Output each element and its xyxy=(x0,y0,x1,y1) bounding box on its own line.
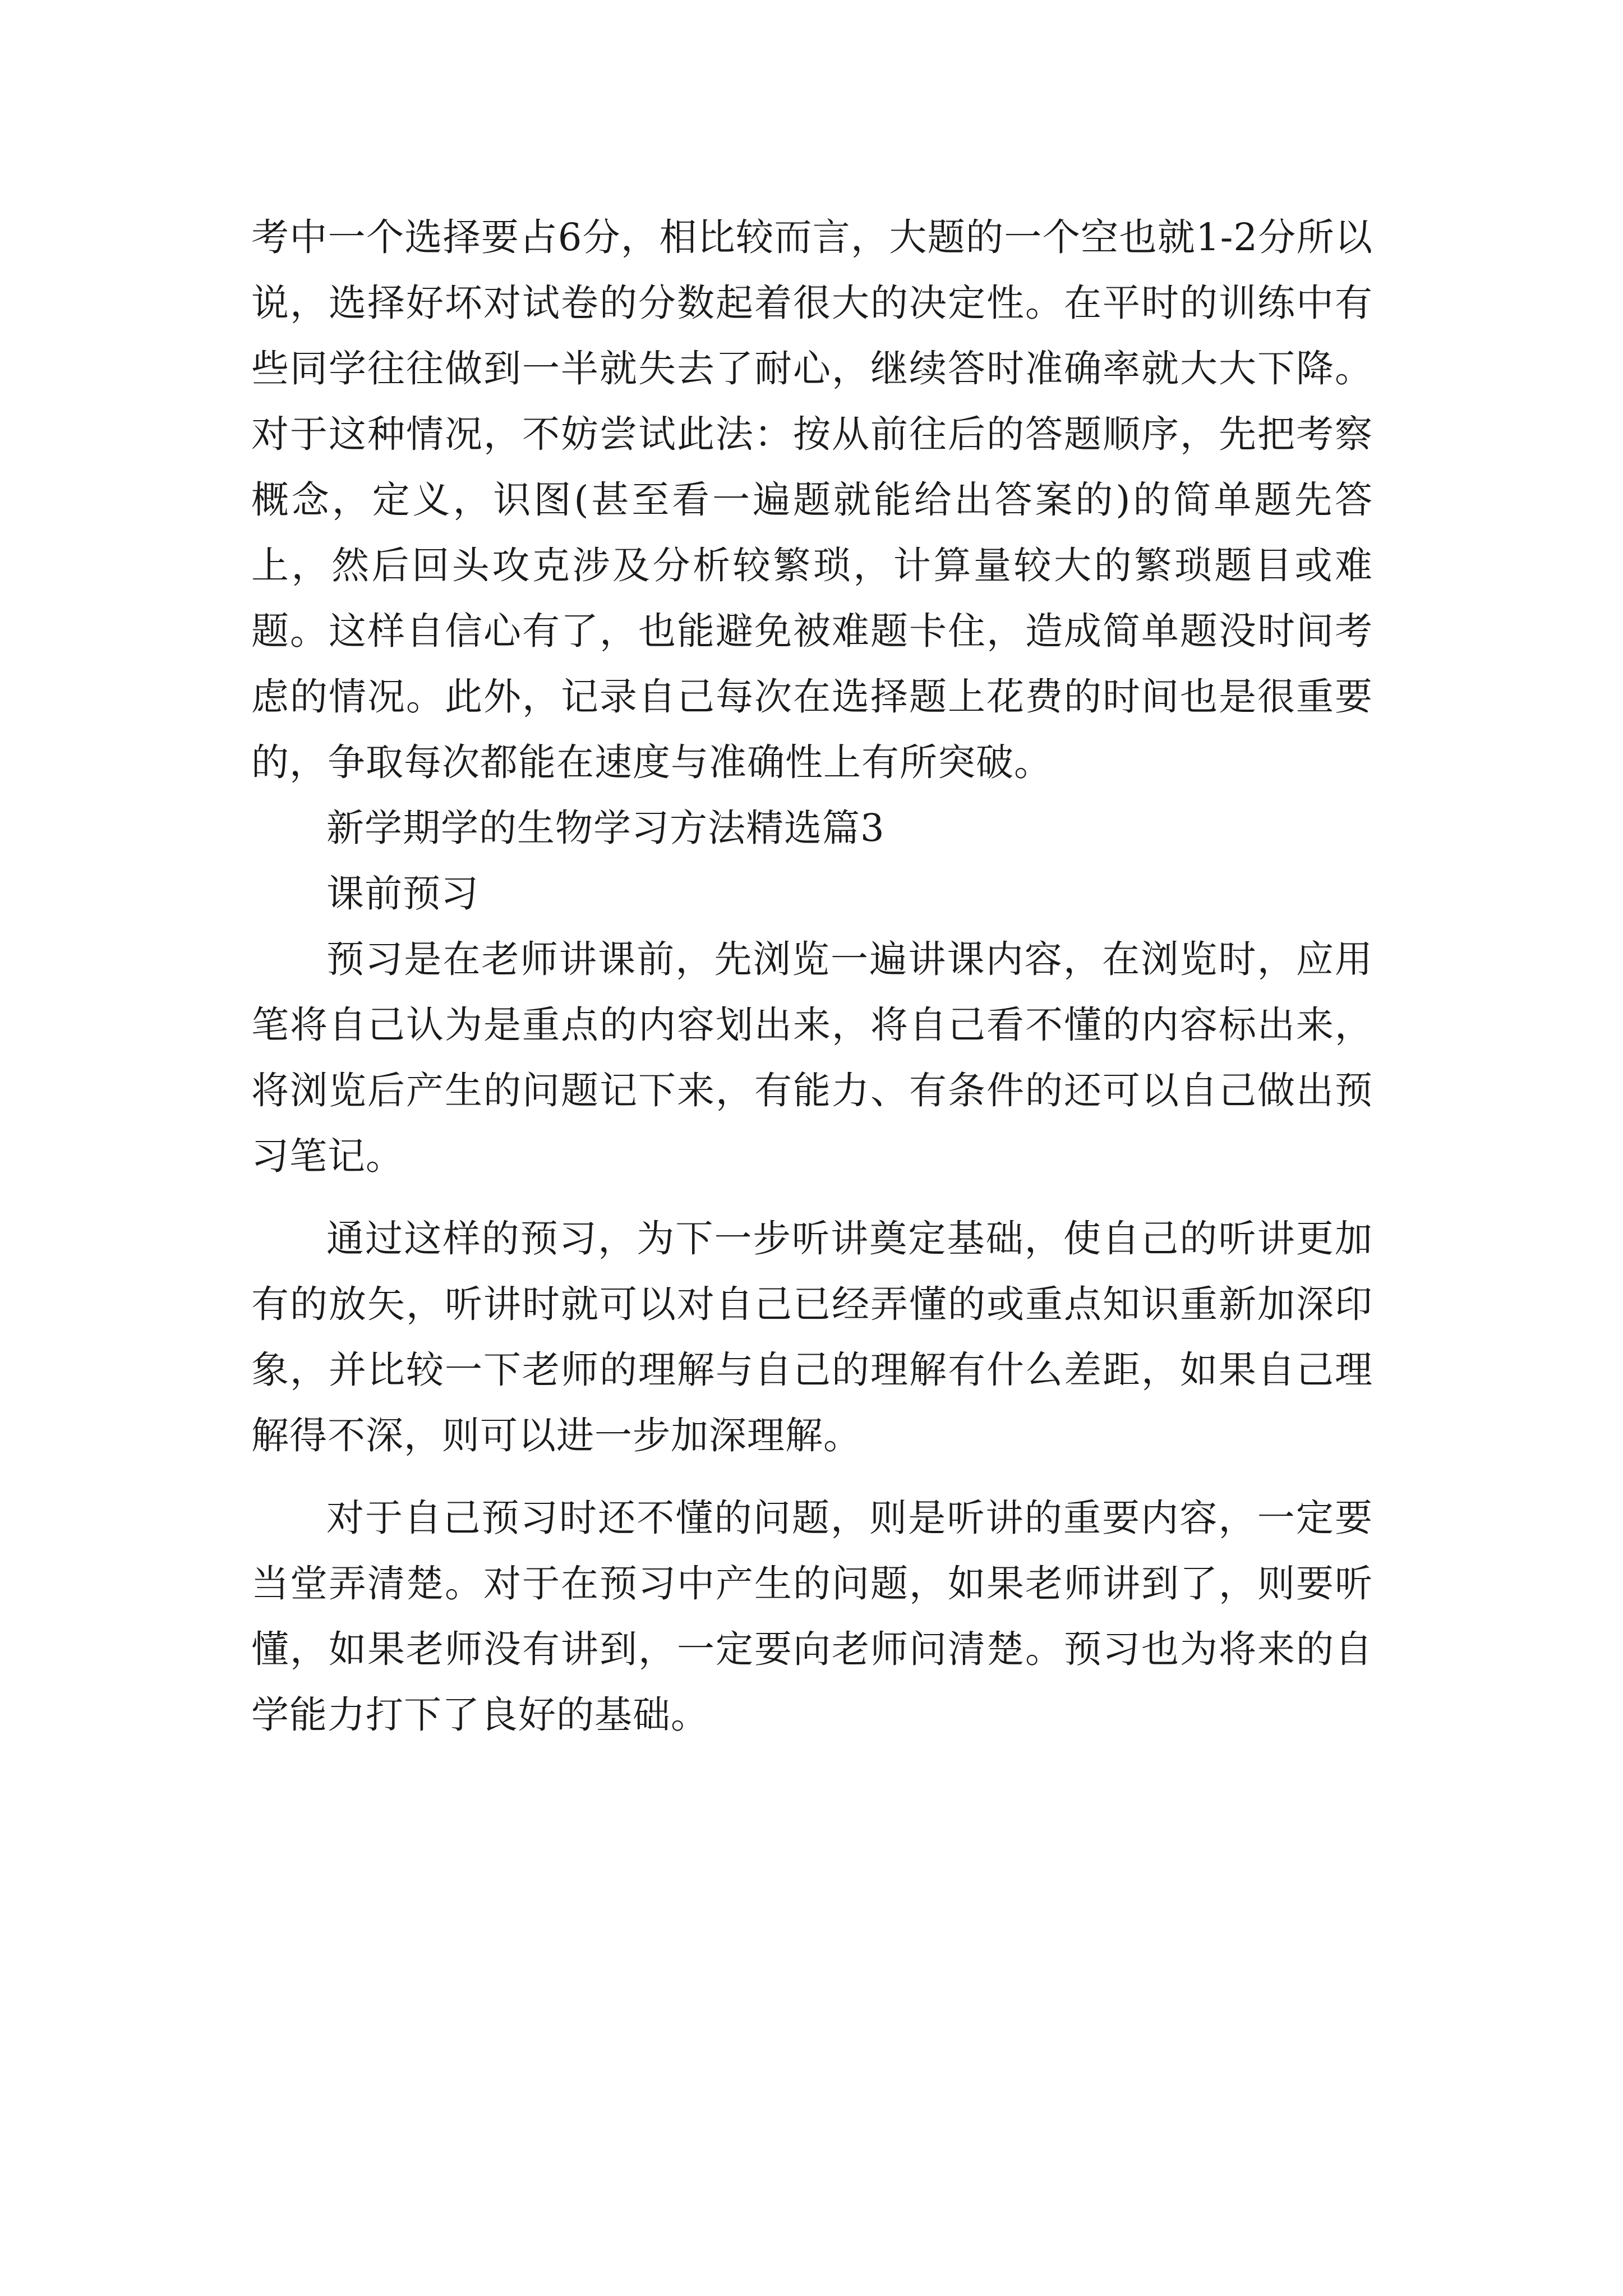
paragraph-preview-benefits: 通过这样的预习，为下一步听讲奠定基础，使自己的听讲更加有的放矢，听讲时就可以对自己已经弄懂的或重点知识重新加深印象，并比较一下老师的理解与自己的理解有什么差距，如果自己理解得不深，则可以进一步加深理解。 xyxy=(251,1217,1373,1457)
paragraph-preview-questions: 对于自己预习时还不懂的问题，则是听讲的重要内容，一定要当堂弄清楚。对于在预习中产生的问题，如果老师讲到了，则要听懂，如果老师没有讲到，一定要向老师问清楚。预习也为将来的自学能力打下了良好的基础。 xyxy=(251,1496,1373,1737)
subheading-preview: 课前预习 xyxy=(326,872,479,915)
paragraph-choice-strategy: 考中一个选择要占6分，相比较而言，大题的一个空也就1-2分所以说，选择好坏对试卷的分数起着很大的决定性。在平时的训练中有些同学往往做到一半就失去了耐心，继续答时准确率就大大下降。对于这种情况，不妨尝试此法：按从前往后的答题顺序，先把考察概念，定义，识图(甚至看一遍题就能给出答案的)的简单题先答上，然后回头攻克涉及分析较繁琐，计算量较大的繁琐题目或难题。这样自信心有了，也能避免被难题卡住，造成简单题没时间考虑的情况。此外，记录自己每次在选择题上花费的时间也是很重要的，争取每次都能在速度与准确性上有所突破。 xyxy=(251,215,1373,784)
document-body xyxy=(251,205,1373,1748)
section-heading-method-3: 新学期学的生物学习方法精选篇3 xyxy=(326,806,885,850)
paragraph-preview-definition: 预习是在老师讲课前，先浏览一遍讲课内容，在浏览时，应用笔将自己认为是重点的内容划出来，将自己看不懂的内容标出来，将浏览后产生的问题记下来，有能力、有条件的还可以自己做出预习笔记。 xyxy=(251,937,1373,1178)
